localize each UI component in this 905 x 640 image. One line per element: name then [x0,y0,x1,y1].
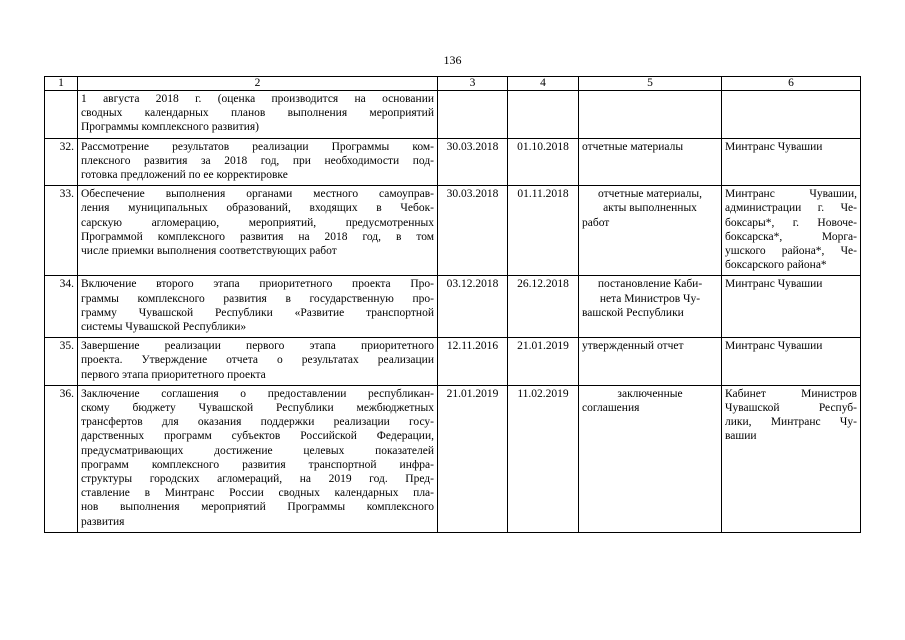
table-row [45,276,861,338]
result-document [579,91,722,139]
activity-description-line: числе приемки выполнения соответствующих работ [81,245,337,258]
end-date: 01.11.2018 [508,186,579,276]
end-date: 21.01.2019 [508,338,579,386]
responsible-executor [722,186,861,276]
activity-description-line: Обеспечение выполнения органами местного самоуправ- [81,188,434,201]
start-date: 03.12.2018 [438,276,508,338]
activity-description [78,276,438,338]
table-row [45,91,861,139]
activity-description [78,186,438,276]
header-col-2: 2 [78,77,438,91]
activity-description-line: сводных календарных планов выполнения мероприятий [81,107,434,120]
table-row [45,385,861,532]
row-number [45,91,78,139]
result-document-line: вашской Республики [582,306,684,319]
activity-description-line: готовка предложений по ее корректировке [81,169,288,182]
header-col-6: 6 [722,77,861,91]
result-document-line: акты выполненных [603,202,697,215]
responsible-executor-line: Минтранс Чувашии [725,278,823,291]
responsible-executor-line: боксары*, г. Новоче- [725,216,857,229]
start-date: 12.11.2016 [438,338,508,386]
activity-description-line: программ комплексного развития транспортной инфра- [81,458,434,471]
responsible-executor-line: вашии [725,430,757,443]
activity-description-line: трансфертов для оказания поддержки реализации госу- [81,416,434,429]
header-col-5: 5 [579,77,722,91]
start-date: 30.03.2018 [438,186,508,276]
activity-description [78,91,438,139]
activity-description-line: первого этапа приоритетного проекта [81,368,266,381]
result-document [579,338,722,386]
activity-description-line: нов выполнения мероприятий Программы комплексного [81,501,434,514]
row-number: 33. [45,186,78,276]
table-row [45,338,861,386]
header-col-3: 3 [438,77,508,91]
table-row [45,186,861,276]
start-date: 30.03.2018 [438,138,508,186]
row-number: 35. [45,338,78,386]
activity-description-line: структуры городских агломераций, на 2019 год. Пред- [81,473,434,486]
activity-description-line: предусматривающих достижение целевых показателей [81,444,434,457]
activity-description-line: граммы комплексного развития в государственную про- [81,292,434,305]
result-document-line: отчетные материалы, [598,188,702,201]
activity-description-line: скому бюджету Чувашской Республики межбюджетных [81,402,434,415]
activity-description [78,385,438,532]
table-row [45,138,861,186]
activity-description-line: Заключение соглашения о предоставлении республикан- [81,387,434,400]
start-date [438,91,508,139]
activity-description-line: проекта. Утверждение отчета о результатах реализации [81,354,434,367]
activity-description-line: Программы комплексного развития) [81,121,259,134]
result-document [579,385,722,532]
activity-description-line: Рассмотрение результатов реализации Программы ком- [81,140,434,153]
result-document-line: отчетные материалы [582,140,684,153]
row-number: 32. [45,138,78,186]
activity-description-line: ления муниципальных образований, входящих в Чебок- [81,202,434,215]
responsible-executor [722,138,861,186]
activity-description-line: Завершение реализации первого этапа приоритетного [81,340,434,353]
activity-description-line: сарскую агломерацию, мероприятий, предусмотренных [81,216,434,229]
result-document [579,138,722,186]
result-document-line: заключенные [617,387,683,400]
responsible-executor-line: боксарска*, Морга- [725,230,857,243]
header-col-4: 4 [508,77,579,91]
result-document-line: утвержденный отчет [582,340,684,353]
result-document-line: работ [582,216,610,229]
responsible-executor [722,91,861,139]
responsible-executor-line: лики, Минтранс Чу- [725,416,857,429]
activity-description-line: плексного развития за 2018 год, при необходимости под- [81,154,434,167]
responsible-executor [722,338,861,386]
table-body [45,77,861,533]
responsible-executor-line: Минтранс Чувашии, [725,188,857,201]
header-row [45,77,861,91]
activity-description-line: дарственных программ субъектов Российской Федерации, [81,430,434,443]
responsible-executor-line: Чувашской Респуб- [725,402,857,415]
activity-plan-table [44,76,861,533]
end-date: 11.02.2019 [508,385,579,532]
responsible-executor-line: Кабинет Министров [725,387,857,400]
result-document [579,276,722,338]
activity-description [78,338,438,386]
header-col-1: 1 [45,77,78,91]
start-date: 21.01.2019 [438,385,508,532]
responsible-executor-line: боксарского района* [725,259,827,272]
result-document [579,186,722,276]
row-number: 36. [45,385,78,532]
activity-description-line: грамму Чувашской Республики «Развитие транспортной [81,306,434,319]
responsible-executor-line: ушского района*, Че- [725,245,857,258]
end-date: 01.10.2018 [508,138,579,186]
activity-description-line: ставление в Минтранс России сводных календарных пла- [81,487,434,500]
responsible-executor-line: Минтранс Чувашии [725,140,823,153]
activity-description-line: Программой комплексного развития на 2018 год, в том [81,230,434,243]
activity-description [78,138,438,186]
row-number: 34. [45,276,78,338]
activity-description-line: 1 августа 2018 г. (оценка производится на основании [81,93,434,105]
page-number: 136 [443,53,462,67]
responsible-executor [722,276,861,338]
end-date [508,91,579,139]
activity-description-line: Включение второго этапа приоритетного проекта Про- [81,278,434,291]
result-document-line: нета Министров Чу- [599,292,701,305]
result-document-line: постановление Каби- [597,278,703,291]
activity-description-line: развития [81,515,125,528]
responsible-executor-line: администрации г. Че- [725,202,857,215]
result-document-line: соглашения [582,402,640,415]
responsible-executor-line: Минтранс Чувашии [725,340,823,353]
end-date: 26.12.2018 [508,276,579,338]
responsible-executor [722,385,861,532]
activity-description-line: системы Чувашской Республики» [81,321,247,334]
